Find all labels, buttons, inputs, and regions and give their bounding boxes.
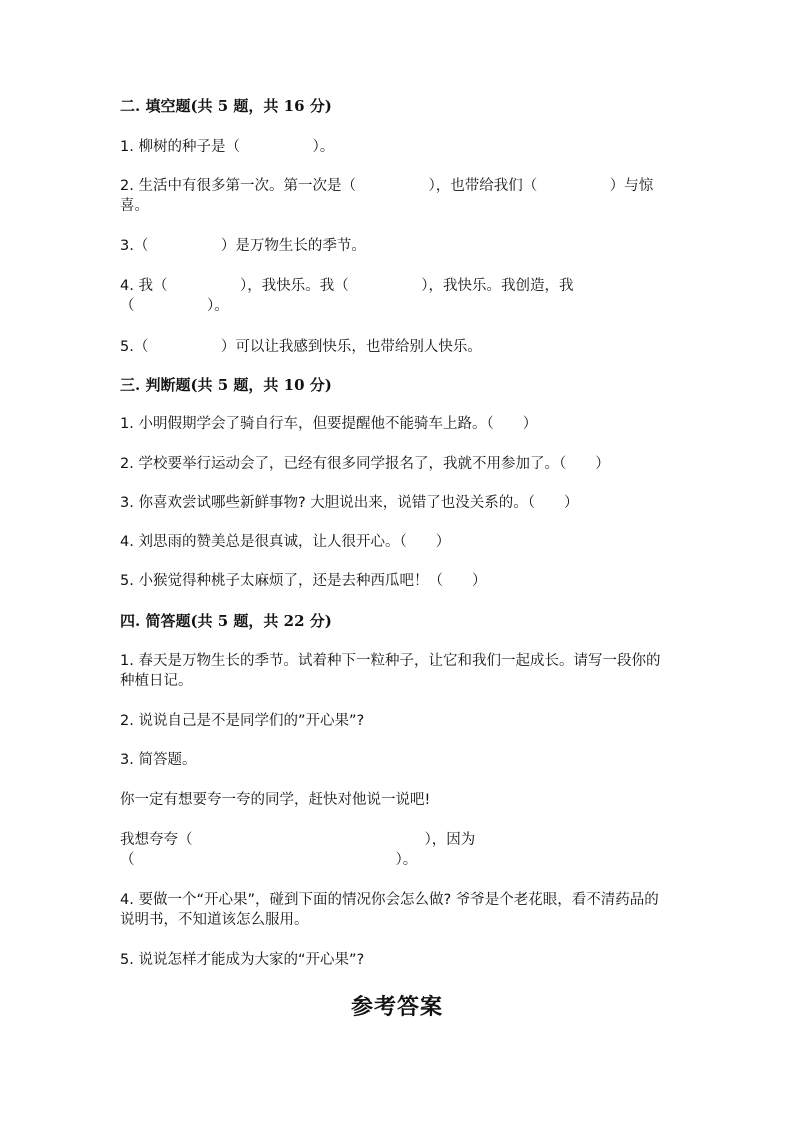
- question-judge-5: 5. 小猴觉得种桃子太麻烦了，还是去种西瓜吧！（ ）: [120, 573, 487, 589]
- question-fill-2: 2. 生活中有很多第一次。第一次是（ ），也带给我们（ ）与惊喜。: [120, 178, 654, 214]
- question-judge-3: 3. 你喜欢尝试哪些新鲜事物? 大胆说出来，说错了也没关系的。（ ）: [120, 495, 579, 511]
- question-short-4: 4. 要做一个“开心果”，碰到下面的情况你会怎么做? 爷爷是个老花眼，看不清药品的说明书，不知道该怎么服用。: [120, 892, 659, 928]
- section-heading-true-false: 三. 判断题(共 5 题，共 10 分): [120, 376, 332, 394]
- section-heading-short-answer: 四. 简答题(共 5 题，共 22 分): [120, 612, 332, 630]
- question-short-3: 3. 简答题。: [120, 752, 197, 768]
- question-fill-4: 4. 我（ ），我快乐。我（ ），我快乐。我创造，我（ ）。: [120, 278, 574, 314]
- section-heading-fill-in: 二. 填空题(共 5 题，共 16 分): [120, 97, 332, 115]
- question-short-3-fill: 我想夸夸（ ），因为（ ）。: [120, 832, 476, 868]
- question-fill-3: 3.（ ）是万物生长的季节。: [120, 238, 366, 254]
- question-judge-4: 4. 刘思雨的赞美总是很真诚，让人很开心。（ ）: [120, 534, 451, 550]
- question-judge-1: 1. 小明假期学会了骑自行车，但要提醒他不能骑车上路。（ ）: [120, 416, 538, 432]
- answers-title: 参考答案: [350, 994, 443, 1020]
- question-fill-1: 1. 柳树的种子是（ ）。: [120, 139, 335, 155]
- question-short-2: 2. 说说自己是不是同学们的”开心果”?: [120, 713, 365, 729]
- question-short-5: 5. 说说怎样才能成为大家的“开心果”?: [120, 952, 365, 968]
- question-judge-2: 2. 学校要举行运动会了，已经有很多同学报名了，我就不用参加了。（ ）: [120, 456, 610, 472]
- question-short-3-prompt: 你一定有想要夸一夸的同学，赶快对他说一说吧!: [120, 792, 431, 808]
- question-fill-5: 5.（ ）可以让我感到快乐，也带给别人快乐。: [120, 339, 482, 355]
- question-short-1: 1. 春天是万物生长的季节。试着种下一粒种子，让它和我们一起成长。请写一段你的种植日记。: [120, 653, 661, 689]
